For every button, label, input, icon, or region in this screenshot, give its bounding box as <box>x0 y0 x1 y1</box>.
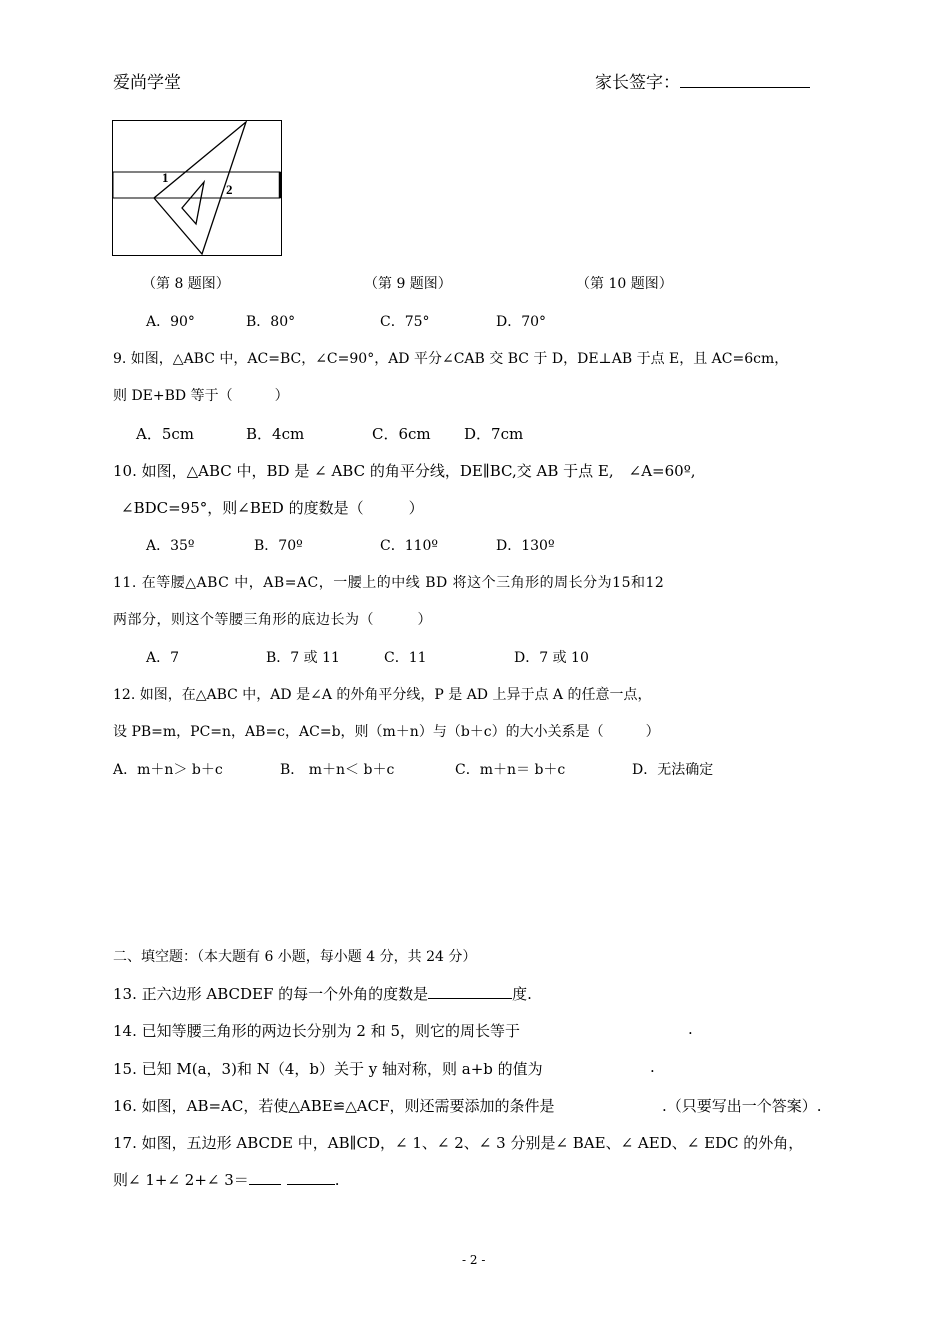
angle-label-1: 1 <box>162 170 169 185</box>
q10-option-a[interactable]: A．35º <box>146 538 195 554</box>
figure-8-diagram <box>112 120 284 258</box>
q9-option-a[interactable]: A．5cm <box>136 425 195 443</box>
q9-option-d[interactable]: D．7cm <box>464 425 524 443</box>
q12-option-d[interactable]: D．无法确定 <box>632 762 714 778</box>
figure-frame <box>113 121 282 256</box>
q16-text: 16. 如图，AB=AC，若使△ABE≌△ACF，则还需要添加的条件是 <box>113 1097 555 1115</box>
q16-text-after: .（只要写出一个答案）. <box>662 1097 822 1115</box>
q9-text-line2: 则 DE+BD 等于（ ） <box>113 388 289 404</box>
q10-option-d[interactable]: D．130º <box>496 538 555 554</box>
q15-text: 15. 已知 M(a，3)和 N（4，b）关于 y 轴对称，则 a+b 的值为 <box>113 1060 543 1078</box>
q11-option-b[interactable]: B．7 或 11 <box>266 650 340 666</box>
q12-option-b[interactable]: B． m＋n＜ b＋c <box>280 762 395 778</box>
q8-option-c[interactable]: C．75° <box>380 314 430 330</box>
q14-text-after: . <box>688 1020 693 1038</box>
q17-text-line1: 17. 如图，五边形 ABCDE 中，AB∥CD，∠ 1、∠ 2、∠ 3 分别是∠ BAE、∠ AED、∠ EDC 的外角， <box>113 1134 804 1152</box>
q17-line2 <box>113 1169 340 1190</box>
caption-fig8: （第 8 题图） <box>142 276 230 292</box>
q8-option-a[interactable]: A．90° <box>146 314 195 330</box>
q9-option-b[interactable]: B．4cm <box>246 425 305 443</box>
q11-option-d[interactable]: D．7 或 10 <box>514 650 589 666</box>
q10-option-c[interactable]: C．110º <box>380 538 439 554</box>
q12-text-line1: 12. 如图，在△ABC 中，AD 是∠A 的外角平分线，P 是 AD 上异于点 A 的任意一点， <box>113 687 652 703</box>
set-square-inner <box>182 182 204 224</box>
q12-option-a[interactable]: A．m＋n＞ b＋c <box>113 762 223 778</box>
q13-text: 13. 正六边形 ABCDEF 的每一个外角的度数是 <box>113 985 429 1003</box>
q17-text-line2: 则∠ 1+∠ 2+∠ 3＝ <box>113 1171 249 1189</box>
q10-text-line2: ∠BDC=95°，则∠BED 的度数是（ ） <box>121 499 424 517</box>
parent-signature-label: 家长签字： <box>595 73 680 93</box>
q8-option-d[interactable]: D．70° <box>496 314 547 330</box>
q17-answer-blank-2[interactable] <box>287 1170 335 1185</box>
q17-answer-blank-1[interactable] <box>249 1170 281 1185</box>
q11-option-a[interactable]: A．7 <box>146 650 180 666</box>
section2-title: 二、填空题：（本大题有 6 小题，每小题 4 分，共 24 分） <box>113 949 477 965</box>
caption-fig10: （第 10 题图） <box>576 276 673 292</box>
q15-text-after: . <box>650 1058 655 1076</box>
q8-option-b[interactable]: B．80° <box>246 314 296 330</box>
q13 <box>113 983 532 1004</box>
page-number: - 2 - <box>462 1253 486 1267</box>
q10-text-line1: 10. 如图，△ABC 中，BD 是 ∠ ABC 的角平分线，DE∥BC,交 AB 于点 E, ∠A=60º, <box>113 462 696 480</box>
caption-fig9: （第 9 题图） <box>364 276 452 292</box>
q10-option-b[interactable]: B．70º <box>254 538 303 554</box>
q9-text-line1: 9. 如图，△ABC 中，AC=BC，∠C=90°，AD 平分∠CAB 交 BC 于 D，DE⊥AB 于点 E，且 AC=6cm， <box>113 351 789 367</box>
q13-answer-blank[interactable] <box>428 984 512 999</box>
q9-option-c[interactable]: C．6cm <box>372 425 431 443</box>
parent-signature <box>595 68 810 93</box>
q12-text-line2: 设 PB=m，PC=n，AB=c，AC=b，则（m＋n）与（b＋c）的大小关系是（ ） <box>113 724 660 740</box>
ruler-strip <box>113 172 280 198</box>
q11-text-line2: 两部分，则这个等腰三角形的底边长为（ ） <box>113 612 432 628</box>
school-name: 爱尚学堂 <box>113 73 181 93</box>
angle-label-2: 2 <box>226 182 233 197</box>
q12-option-c[interactable]: C．m＋n＝ b＋c <box>455 762 566 778</box>
q11-option-c[interactable]: C．11 <box>384 650 427 666</box>
q14-text: 14. 已知等腰三角形的两边长分别为 2 和 5，则它的周长等于 <box>113 1022 521 1040</box>
q11-text-line1: 11. 在等腰△ABC 中，AB=AC，一腰上的中线 BD 将这个三角形的周长分为15和12 <box>113 575 665 591</box>
q17-text-after: . <box>334 1171 340 1189</box>
q13-text-after: 度. <box>512 985 532 1003</box>
signature-blank[interactable] <box>680 73 810 88</box>
